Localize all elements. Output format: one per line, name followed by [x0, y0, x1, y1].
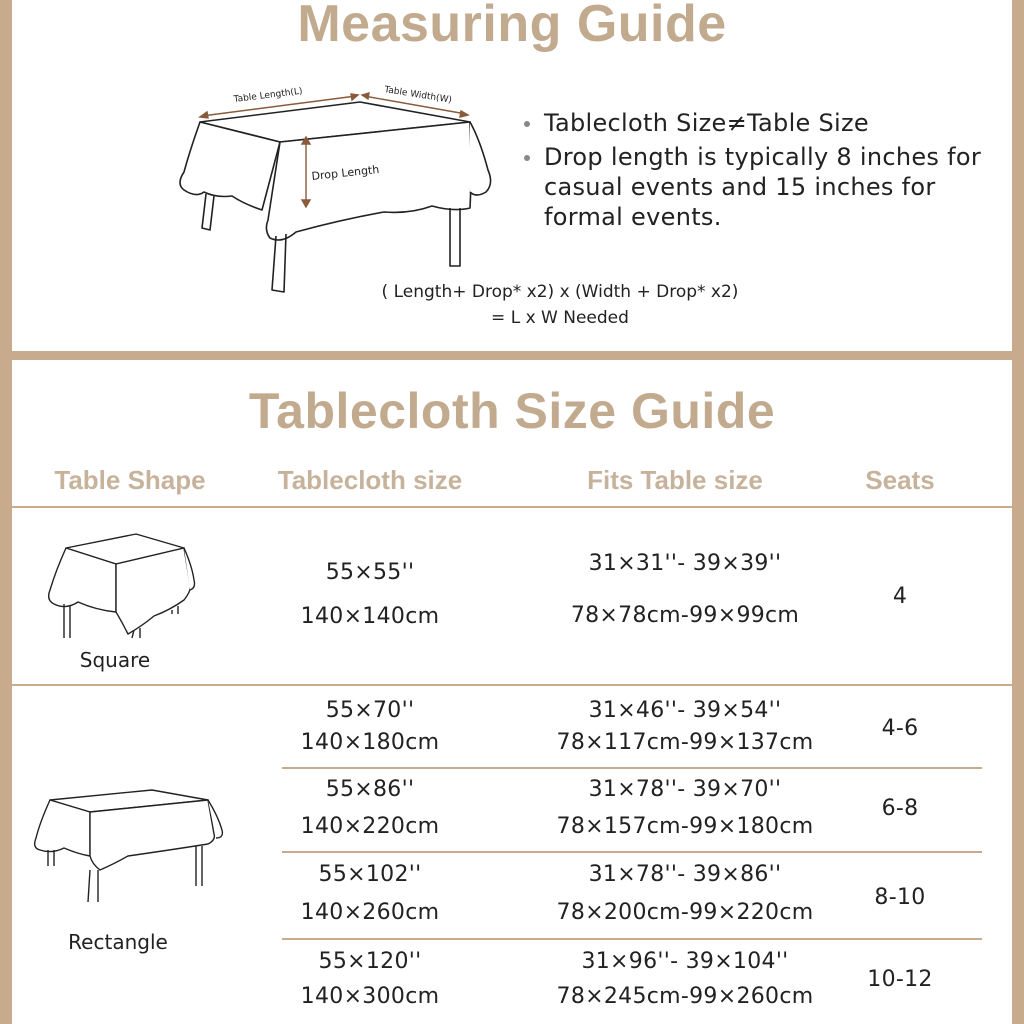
square-fit-cm: 78×78cm-99×99cm	[570, 603, 800, 628]
rect-row1-fit-cm: 78×117cm-99×137cm	[556, 730, 814, 755]
length-label: Table Length(L)	[233, 86, 304, 105]
square-divider	[12, 684, 1012, 686]
measuring-guide-title: Measuring Guide	[297, 0, 727, 53]
rect-row3-size-cm: 140×260cm	[300, 900, 440, 925]
square-table-icon	[44, 530, 200, 642]
rect-row1-size-in: 55×70''	[325, 698, 415, 723]
rect-row4-size-cm: 140×300cm	[300, 984, 440, 1009]
rect-row2-fit-cm: 78×157cm-99×180cm	[556, 814, 814, 839]
shape-label-rectangle: Rectangle	[68, 930, 168, 954]
square-fit-in: 31×31''- 39×39''	[588, 551, 782, 576]
rect-row3-fit-in: 31×78''- 39×86''	[588, 862, 782, 887]
header-seats: Seats	[865, 465, 935, 495]
width-label: Table Width(W)	[383, 85, 453, 106]
shape-label-square: Square	[79, 648, 151, 672]
rect-row3-fit-cm: 78×200cm-99×220cm	[556, 900, 814, 925]
square-size-cm: 140×140cm	[300, 604, 440, 629]
square-size-in: 55×55''	[325, 560, 415, 585]
bullet-dot-icon	[524, 121, 530, 127]
note-item: Tablecloth Size≠Table Size	[524, 108, 984, 138]
rect-row2-size-cm: 140×220cm	[300, 814, 440, 839]
rect-row3-size-in: 55×102''	[318, 862, 422, 887]
formula-line-2: = L x W Needed	[491, 308, 629, 328]
header-tablecloth-size: Tablecloth size	[277, 465, 463, 495]
header-table-shape: Table Shape	[54, 465, 206, 495]
measuring-notes	[524, 108, 984, 236]
header-fits-table-size: Fits Table size	[587, 465, 763, 495]
note-item: Drop length is typically 8 inches for casual events and 15 inches for formal events.	[524, 142, 984, 232]
rect-row3-seats: 8-10	[874, 885, 926, 910]
rectangle-table-icon	[30, 782, 226, 906]
rect-row1-fit-in: 31×46''- 39×54''	[588, 698, 782, 723]
bullet-dot-icon	[524, 155, 530, 161]
rect-row4-fit-cm: 78×245cm-99×260cm	[556, 984, 814, 1009]
rect-row4-size-in: 55×120''	[318, 949, 422, 974]
table-measure-diagram	[170, 80, 510, 295]
row-divider	[282, 851, 982, 853]
rect-row1-seats: 4-6	[881, 716, 919, 741]
size-guide-title: Tablecloth Size Guide	[248, 383, 776, 439]
row-divider	[282, 767, 982, 769]
rect-row2-size-in: 55×86''	[325, 777, 415, 802]
rect-row2-fit-in: 31×78''- 39×70''	[588, 777, 782, 802]
square-seats: 4	[892, 584, 908, 609]
rect-row4-fit-in: 31×96''- 39×104''	[581, 949, 789, 974]
drop-label: Drop Length	[310, 162, 380, 183]
row-divider	[282, 938, 982, 940]
rect-row2-seats: 6-8	[881, 796, 919, 821]
header-divider	[12, 506, 1012, 508]
rect-row1-size-cm: 140×180cm	[300, 730, 440, 755]
rect-row4-seats: 10-12	[867, 967, 933, 992]
formula-line-1: ( Length+ Drop* x2) x (Width + Drop* x2)	[381, 282, 739, 302]
